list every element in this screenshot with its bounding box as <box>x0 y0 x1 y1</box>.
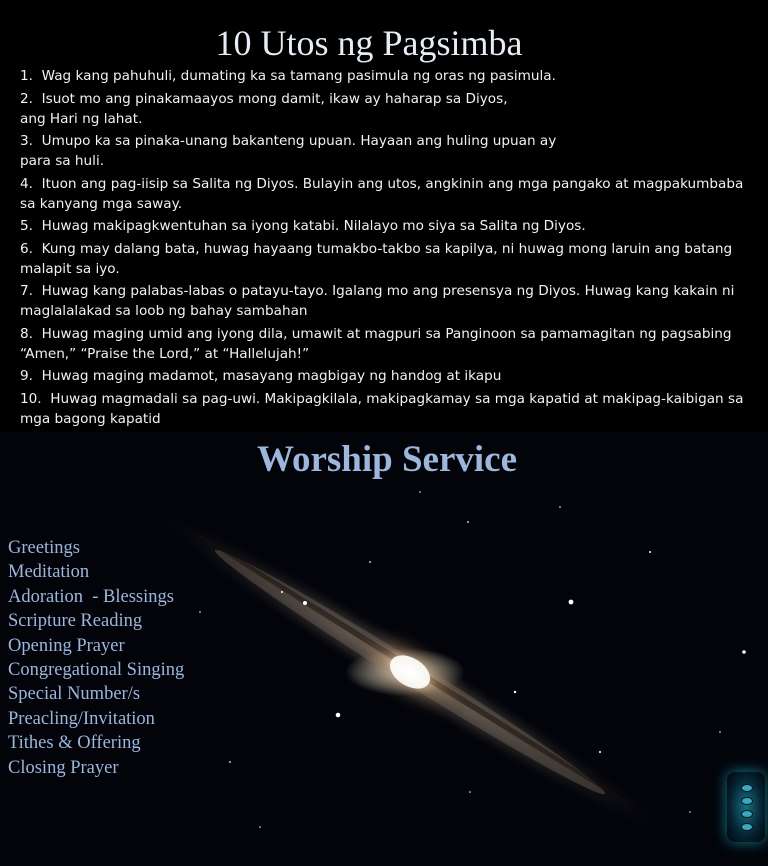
rule-number: 10. <box>20 390 42 407</box>
rule-number: 6. <box>20 240 33 257</box>
rule-text-continued: “Amen,” “Praise the Lord,” at “Hallelujah!” <box>20 345 310 362</box>
rule-text-continued: sa kanyang mga saway. <box>20 195 183 212</box>
rule-number: 2. <box>20 90 33 107</box>
rule-item <box>20 324 755 364</box>
service-item: Special Number/s <box>8 684 141 705</box>
rule-number: 3. <box>20 133 33 149</box>
rule-text: Huwag maging madamot, masayang magbigay ng handog at ikapu <box>41 368 502 384</box>
rule-text: Huwag makipagkwentuhan sa iyong katabi. Nilalayo mo siya sa Salita ng Diyos. <box>41 218 586 234</box>
service-item: Meditation <box>8 562 90 583</box>
rule-item <box>20 239 755 279</box>
dot-icon <box>741 810 753 818</box>
service-item: Greetings <box>8 538 80 558</box>
rule-text: Isuot mo ang pinakamaayos mong damit, ikaw ay haharap sa Diyos, <box>41 90 508 107</box>
rule-number: 5. <box>20 218 33 234</box>
service-item: Adoration - Blessings <box>8 586 174 607</box>
rules-list <box>20 66 755 431</box>
rule-text: Huwag maging umid ang iyong dila, umawit at magpuri sa Panginoon sa pamamagitan ng pagsabing <box>41 325 732 342</box>
rules-title: 10 Utos ng Pagsimba <box>215 23 523 63</box>
rule-text-continued: maglalalakad sa loob ng bahay sambahan <box>20 303 308 319</box>
rule-item <box>20 366 755 386</box>
rule-item <box>20 174 755 214</box>
service-item: Congregational Singing <box>8 660 185 681</box>
dot-icon <box>741 823 753 831</box>
rule-item <box>20 389 755 429</box>
rules-panel <box>0 0 768 432</box>
service-item: Closing Prayer <box>8 757 119 778</box>
rule-number: 7. <box>20 283 33 299</box>
worship-service-title: Worship Service <box>256 439 517 480</box>
rule-item <box>20 281 755 321</box>
dot-icon <box>741 784 753 792</box>
rule-text: Kung may dalang bata, huwag hayaang tumakbo-takbo sa kapilya, ni huwag mong laruin ang batang <box>41 240 733 257</box>
service-item: Preacling/Invitation <box>8 708 155 729</box>
service-item: Scripture Reading <box>8 611 143 632</box>
rule-number: 1. <box>20 68 33 84</box>
rule-text: Umupo ka sa pinaka-unang bakanteng upuan. Hayaan ang huling upuan ay <box>41 133 557 149</box>
rule-item <box>20 66 755 86</box>
service-order-list <box>8 536 184 780</box>
rule-text: Ituon ang pag-iisip sa Salita ng Diyos. Bulayin ang utos, angkinin ang mga pangako at magpakumbaba <box>41 175 744 192</box>
rule-number: 9. <box>20 368 33 384</box>
rule-number: 8. <box>20 325 33 342</box>
rule-text-continued: mga bagong kapatid <box>20 410 161 427</box>
rule-number: 4. <box>20 175 33 192</box>
dot-icon <box>741 797 753 805</box>
scroll-dots-icon[interactable] <box>727 772 765 842</box>
galaxy-background <box>0 432 768 866</box>
rule-item <box>20 89 755 129</box>
service-item: Opening Prayer <box>8 635 125 656</box>
service-item: Tithes & Offering <box>8 733 141 754</box>
rule-text: Huwag kang palabas-labas o patayu-tayo. Igalang mo ang presensya ng Diyos. Huwag kang kakain ni <box>41 283 735 299</box>
rule-text-continued: ang Hari ng lahat. <box>20 110 143 127</box>
rule-text: Huwag magmadali sa pag-uwi. Makipagkilala, makipagkamay sa mga kapatid at makipag-kaibigan sa <box>50 390 744 407</box>
rule-text-continued: para sa huli. <box>20 153 105 169</box>
rule-text: Wag kang pahuhuli, dumating ka sa tamang pasimula ng oras ng pasimula. <box>41 68 556 84</box>
rule-text-continued: malapit sa iyo. <box>20 260 120 277</box>
rule-item <box>20 131 755 171</box>
rule-item <box>20 216 755 236</box>
